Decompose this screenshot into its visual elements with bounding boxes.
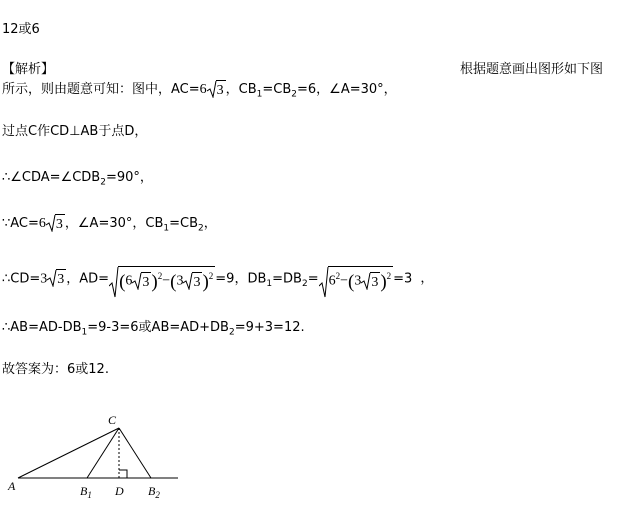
given-intro: 所示，则由题意可知：图中，AC= [2, 82, 200, 97]
segment-ac [18, 428, 119, 478]
step5-line [2, 320, 305, 336]
db-result: =3 [393, 271, 413, 287]
sqrt-three [132, 272, 151, 291]
sub-two: 2 [301, 278, 308, 289]
analysis-intro-right: 根据题意画出图形如下图 [460, 62, 604, 77]
radical-sign-icon [361, 272, 371, 290]
sq-exp: 2 [386, 271, 392, 282]
step3-line [2, 214, 217, 233]
conclusion-a: 故答案为 [2, 362, 55, 377]
cb-given: ，CB [225, 82, 257, 97]
ad-radicand: (6 3 )$^2$−(3 3 )$^2$ [118, 266, 215, 292]
step3-six: 6 [38, 216, 46, 231]
ad-six: 6 [125, 273, 133, 289]
step3-end: ， [203, 216, 217, 231]
db-six: 6 [328, 273, 336, 289]
step4-line [2, 266, 433, 292]
step5-d: =9+3=12. [234, 320, 305, 335]
sqrt-three [361, 272, 380, 291]
sub-one: 1 [256, 89, 263, 100]
step2-sub: 2 [100, 177, 106, 188]
step4-dbeq2: = [307, 271, 319, 287]
step5-c: AB=AD+DB [151, 320, 229, 335]
step2-rest: =90°， [105, 170, 153, 185]
radical-sign-icon [319, 266, 329, 298]
step4-end: ， [420, 271, 434, 287]
sub-one: 1 [266, 278, 273, 289]
analysis-tag: 【解析】 [2, 62, 55, 77]
sub-one: 1 [81, 327, 88, 338]
step5-a: ∴AB=AD-DB [2, 320, 82, 335]
cb-eq: =CB [262, 82, 292, 97]
ad-three: 3 [176, 273, 184, 289]
sq-exp: 2 [157, 271, 163, 282]
triangle-figure [0, 405, 200, 505]
sqrt-radicand: 3 [216, 80, 226, 99]
db-radicand: $6^2-(3$ 3 )$^2$ [328, 266, 394, 292]
minus: − [162, 273, 171, 289]
step2-text: ∴∠CDA=∠CDB [2, 170, 101, 185]
sub-two: 2 [291, 89, 297, 100]
sqrt-radicand: 3 [141, 272, 151, 291]
radical-sign-icon [207, 80, 217, 98]
radical-sign-icon [183, 272, 193, 290]
conclusion-line [2, 362, 109, 378]
radical-sign-icon [132, 272, 142, 290]
sqrt-radicand: 3 [56, 269, 66, 288]
right-angle-icon [119, 470, 127, 478]
sqrt-radicand: 3 [370, 272, 380, 291]
step4-db: ，DB [234, 271, 267, 287]
radical-sign-icon [46, 214, 56, 232]
step1-line [2, 124, 147, 140]
analysis-given-line [2, 80, 397, 99]
ad-sqrt [109, 266, 215, 292]
cd-coef: 3 [40, 271, 48, 287]
step3-b: ，∠A=30°，CB [64, 216, 164, 231]
label-b1: $B_1$ [80, 484, 92, 500]
step4-dbeq: =DB [272, 271, 302, 287]
sqrt-three [47, 269, 66, 288]
step1-d: D， [124, 124, 148, 139]
db-three: 3 [354, 273, 362, 289]
sqrt-three [183, 272, 202, 291]
db-sqrt [319, 266, 394, 292]
label-d: D [115, 484, 124, 498]
step5-huo: 或 [138, 320, 152, 335]
label-c: C [108, 413, 117, 427]
cb-val: =6，∠A=30°， [297, 82, 397, 97]
step1-a: 过点 [2, 124, 29, 139]
step1-cd: CD⊥AB [50, 124, 99, 139]
label-b2: $B_2$ [148, 484, 160, 500]
sq-exp: 2 [335, 271, 341, 282]
sub-two: 2 [198, 223, 204, 234]
step4-a: ∴CD= [2, 271, 41, 287]
sq-exp: 2 [208, 271, 214, 282]
sqrt-radicand: 3 [55, 214, 65, 233]
step4-ad: ，AD= [66, 271, 110, 287]
sqrt-radicand: 3 [192, 272, 202, 291]
ad-result: =9 [215, 271, 235, 287]
sub-two: 2 [228, 327, 235, 338]
answer-line: 12或6 [2, 22, 40, 37]
minus: − [340, 273, 348, 289]
label-a: A [8, 479, 16, 493]
step1-c: C [28, 124, 38, 139]
step1-c2: 于点 [98, 124, 125, 139]
radical-sign-icon [109, 266, 119, 298]
conclusion-b: ：6或12. [54, 362, 109, 377]
step3-a: ∵AC= [2, 216, 39, 231]
radical-sign-icon [47, 269, 57, 287]
sub-one: 1 [163, 223, 170, 234]
step5-b: =9-3=6 [87, 320, 139, 335]
sqrt-three [46, 214, 65, 233]
step1-b: 作 [37, 124, 51, 139]
step3-eq: =CB [169, 216, 199, 231]
step2-line [2, 170, 153, 186]
sqrt-three [207, 80, 226, 99]
given-six: 6 [199, 82, 207, 97]
